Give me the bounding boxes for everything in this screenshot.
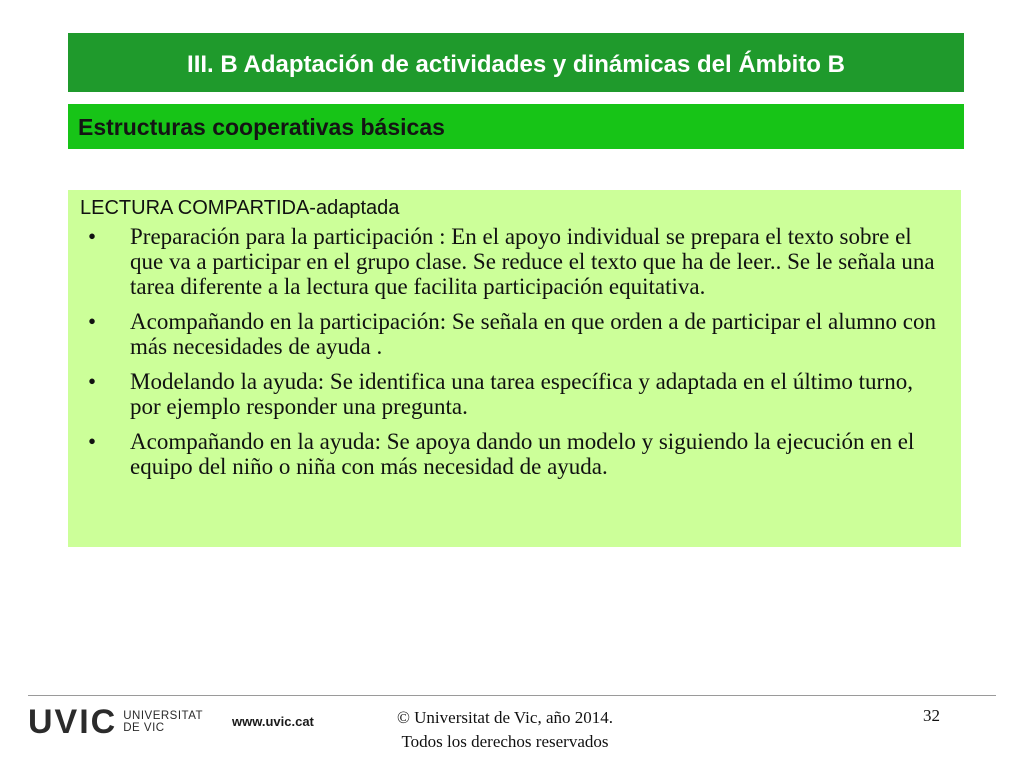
- logo-mark: UVIC: [28, 703, 118, 741]
- logo-line-2: DE VIC: [123, 722, 165, 734]
- bullet-icon: •: [88, 224, 97, 249]
- slide-title: III. B Adaptación de actividades y dinámicas del Ámbito B: [187, 50, 845, 78]
- copyright-line-1: © Universitat de Vic, año 2014.: [396, 708, 613, 727]
- slide-title-bar: [68, 33, 964, 92]
- bullet-text: Acompañando en la participación: Se señala en que orden a de participar el alumno con más necesidades de ayuda .: [130, 309, 936, 359]
- bullet-icon: •: [88, 309, 97, 334]
- bullet-item: [80, 309, 947, 359]
- copyright-line-2: Todos los derechos reservados: [401, 732, 609, 751]
- bullet-item: [80, 369, 947, 419]
- bullet-item: [80, 429, 947, 479]
- bullet-text: Modelando la ayuda: Se identifica una tarea específica y adaptada en el último turno, por ejemplo responder una pregunta.: [130, 369, 913, 419]
- slide-subtitle-bar: [68, 104, 964, 149]
- bullet-list: [80, 224, 947, 479]
- content-box: [68, 190, 961, 547]
- bullet-text: Preparación para la participación : En el apoyo individual se prepara el texto sobre el que va a participar en el grupo clase. Se reduce el texto que ha de leer.. Se le señala una tarea diferente a la lectura que facilita participación equitativa.: [130, 224, 935, 299]
- bullet-text: Acompañando en la ayuda: Se apoya dando un modelo y siguiendo la ejecución en el equipo del niño o niña con más necesidad de ayuda.: [130, 429, 915, 479]
- page-number: 32: [923, 706, 940, 725]
- footer-divider: [28, 695, 996, 696]
- content-heading: LECTURA COMPARTIDA-adaptada: [80, 197, 400, 219]
- bullet-item: [80, 224, 947, 299]
- logo-line-1: UNIVERSITAT: [123, 710, 204, 722]
- bullet-icon: •: [88, 429, 97, 454]
- logo-text: [123, 710, 203, 734]
- bullet-icon: •: [88, 369, 97, 394]
- website-link[interactable]: www.uvic.cat: [232, 714, 314, 729]
- slide-subtitle: Estructuras cooperativas básicas: [78, 114, 445, 140]
- copyright-notice: [340, 706, 670, 754]
- uvic-logo: [28, 704, 203, 740]
